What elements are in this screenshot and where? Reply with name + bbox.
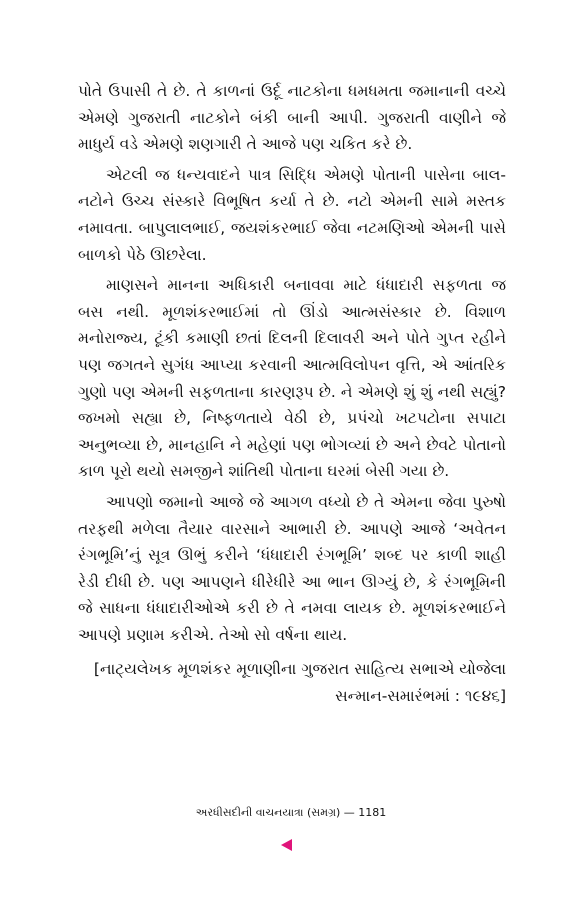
paragraph-2: એટલી જ ધન્યવાદને પાત્ર સિદ્ધિ એમણે પોતાની પાસેના બાલ-નટોને ઉચ્ચ સંસ્કારે વિભૂષિત કર્યા તે છે. નટો એમની સામે મસ્તક નમાવતા. બાપુલાલભાઈ, જયશંકરભાઈ જેવા નટમણિઓ એમની પાસે બાળકો પેઠે ઊછરેલા. xyxy=(78,165,506,264)
page-footer: અરધીસદીની વાચનયાત્રા (સમગ્ર) — 1181 xyxy=(195,806,387,819)
paragraph-3: માણસને માનના અધિકારી બનાવવા માટે ધંધાદારી સફળતા જ બસ નથી. મૂળશંકરભાઈમાં તો ઊંડો આત્મસંસ્કાર છે. વિશાળ મનોરાજ્ય, ટૂંકી કમાણી છતાં દિલની દિલાવરી અને પોતે ગુપ્ત રહીને પણ જગતને સુગંધ આપ્યા કરવાની આત્મવિલોપન વૃત્તિ, એ આંતરિક ગુણો પણ એમની સફળતાના કારણરૂપ છે. ને એમણે શું શું નથી સહ્યું? જખમો સહ્યા છે, નિષ્ફળતાયે વેઠી છે, પ્રપંચો ખટપટોના સપાટા અનુભવ્યા છે, માનહાનિ ને મહેણાં પણ ભોગવ્યાં છે અને છેવટે પોતાનો કાળ પૂરો થયો સમજીને શાંતિથી પોતાના ઘરમાં બેસી ગયા છે. xyxy=(78,276,506,481)
paragraph-1: પોતે ઉપાસી તે છે. તે કાળનાં ઉર્દૂ નાટકોના ધમધમતા જમાનાની વચ્ચે એમણે ગુજરાતી નાટકોને બંકી બાની આપી. ગુજરાતી વાણીને જે માધુર્ય વડે એમણે શણગારી તે આજે પણ ચકિત કરે છે. xyxy=(78,82,506,154)
previous-page-icon[interactable] xyxy=(281,839,292,851)
paragraph-4: આપણો જમાનો આજે જે આગળ વધ્યો છે તે એમના જેવા પુરુષો તરફથી મળેલા તૈયાર વારસાને આભારી છે. આપણે આજે ‘અવેતન રંગભૂમિ’નું સૂત્ર ઊભું કરીને ‘ધંધાદારી રંગભૂમિ’ શબ્દ પર કાળી શાહી રેડી દીધી છે. પણ આપણને ધીરેધીરે આ ભાન ઊગ્યું છે, કે રંગભૂમિની જે સાધના ધંધાદારીઓએ કરી છે તે નમવા લાયક છે. મૂળશંકરભાઈને આપણે પ્રણામ કરીએ. તેઓ સો વર્ષના થાય. xyxy=(78,492,506,644)
page-body xyxy=(78,78,506,710)
source-attribution: [નાટ્યલેખક મૂળશંકર મૂળાણીના ગુજરાત સાહિત્ય સભાએ યોજેલા સન્માન-સમારંભમાં : ૧૯૪૬] xyxy=(93,660,506,706)
